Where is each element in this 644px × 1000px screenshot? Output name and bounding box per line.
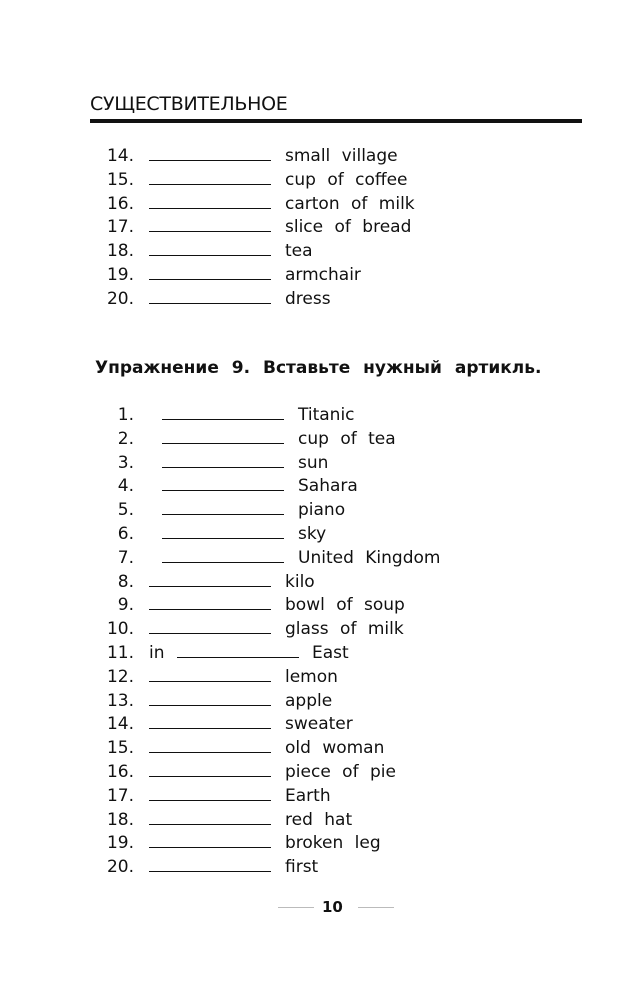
list-item: [0, 403, 644, 427]
answer-blank[interactable]: [149, 847, 271, 848]
answer-blank[interactable]: [149, 279, 271, 280]
item-number: 5.: [117, 500, 134, 521]
item-number: 19.: [106, 265, 134, 285]
list-item: [0, 427, 644, 451]
item-word: Earth: [285, 785, 331, 806]
answer-blank[interactable]: [149, 609, 271, 610]
answer-blank[interactable]: [149, 633, 271, 634]
item-number: 4.: [117, 476, 134, 497]
item-number: 10.: [106, 619, 134, 640]
answer-blank[interactable]: [149, 705, 271, 706]
footer-rule-right: [358, 907, 394, 908]
item-number: 17.: [106, 217, 134, 238]
item-word: Sahara: [298, 476, 358, 497]
item-number: 11.: [106, 643, 134, 663]
list-item: [0, 474, 644, 498]
item-number: 14.: [106, 714, 134, 735]
list-item: [0, 215, 644, 239]
item-word: sweater: [285, 714, 353, 735]
item-number: 7.: [117, 547, 134, 568]
list-item: [0, 522, 644, 546]
item-word: old woman: [285, 738, 385, 759]
answer-blank[interactable]: [149, 255, 271, 256]
item-number: 16.: [106, 193, 134, 214]
answer-blank[interactable]: [149, 752, 271, 753]
item-number: 18.: [106, 241, 134, 262]
answer-blank[interactable]: [149, 160, 271, 161]
list-item: [0, 784, 644, 808]
item-number: 17.: [106, 785, 134, 806]
answer-blank[interactable]: [162, 443, 284, 444]
section-header: СУЩЕСТВИТЕЛЬНОЕ: [90, 93, 288, 115]
item-word: cup of tea: [298, 428, 396, 449]
list-item: [0, 192, 644, 216]
answer-blank[interactable]: [149, 728, 271, 729]
list-item: [0, 546, 644, 570]
item-number: 2.: [117, 428, 134, 449]
item-word: Titanic: [298, 405, 355, 425]
item-number: 20.: [106, 288, 134, 309]
list-item: [0, 239, 644, 263]
list-item: [0, 736, 644, 760]
item-word: armchair: [285, 265, 361, 285]
item-word: kilo: [285, 571, 315, 592]
item-word: broken leg: [285, 833, 381, 854]
item-word: slice of bread: [285, 217, 412, 238]
list-item: [0, 593, 644, 617]
header-rule: [90, 119, 582, 123]
answer-blank[interactable]: [162, 419, 284, 420]
item-number: 20.: [106, 857, 134, 878]
item-word: tea: [285, 241, 313, 262]
item-number: 16.: [106, 762, 134, 782]
item-word: sky: [298, 524, 327, 544]
item-word: piece of pie: [285, 762, 396, 782]
answer-blank[interactable]: [149, 871, 271, 872]
item-word: East: [312, 643, 349, 663]
answer-blank[interactable]: [149, 208, 271, 209]
answer-blank[interactable]: [162, 490, 284, 491]
item-prefix: in: [149, 643, 165, 663]
footer-rule-left: [278, 907, 314, 908]
item-word: cup of coffee: [285, 169, 408, 190]
item-word: apple: [285, 690, 333, 711]
exercise-9-title: Упражнение 9. Вставьте нужный артикль.: [95, 358, 542, 378]
list-item: [0, 144, 644, 168]
answer-blank[interactable]: [162, 514, 284, 515]
answer-blank[interactable]: [149, 303, 271, 304]
item-number: 18.: [106, 809, 134, 830]
item-word: sun: [298, 452, 329, 473]
item-word: small village: [285, 146, 398, 166]
list-item: [0, 808, 644, 832]
answer-blank[interactable]: [149, 800, 271, 801]
item-number: 13.: [106, 690, 134, 711]
item-word: dress: [285, 288, 331, 309]
answer-blank[interactable]: [149, 184, 271, 185]
item-word: piano: [298, 500, 346, 521]
answer-blank[interactable]: [149, 681, 271, 682]
item-word: first: [285, 857, 319, 878]
list-item: [0, 263, 644, 287]
list-item: [0, 855, 644, 879]
list-item: [0, 665, 644, 689]
list-item: [0, 168, 644, 192]
item-number: 14.: [106, 146, 134, 166]
item-number: 8.: [117, 571, 134, 592]
list-item: [0, 498, 644, 522]
item-word: red hat: [285, 809, 353, 830]
list-item: [0, 641, 644, 665]
item-word: United Kingdom: [298, 547, 441, 568]
item-number: 6.: [117, 524, 134, 544]
answer-blank[interactable]: [162, 538, 284, 539]
answer-blank[interactable]: [149, 824, 271, 825]
item-number: 9.: [117, 595, 134, 616]
answer-blank[interactable]: [162, 562, 284, 563]
item-number: 15.: [106, 169, 134, 190]
list-item: [0, 287, 644, 311]
list-item: [0, 689, 644, 713]
item-word: lemon: [285, 666, 338, 687]
item-number: 19.: [106, 833, 134, 854]
list-item: [0, 831, 644, 855]
item-number: 15.: [106, 738, 134, 759]
item-number: 12.: [106, 666, 134, 687]
answer-blank[interactable]: [162, 467, 284, 468]
answer-blank[interactable]: [149, 231, 271, 232]
item-number: 1.: [117, 405, 134, 425]
item-word: carton of milk: [285, 193, 415, 214]
item-word: glass of milk: [285, 619, 404, 640]
answer-blank[interactable]: [177, 657, 299, 658]
answer-blank[interactable]: [149, 586, 271, 587]
list-item: [0, 617, 644, 641]
list-item: [0, 760, 644, 784]
answer-blank[interactable]: [149, 776, 271, 777]
page-number: 10: [322, 898, 343, 916]
list-item: [0, 570, 644, 594]
item-number: 3.: [117, 452, 134, 473]
list-item: [0, 712, 644, 736]
item-word: bowl of soup: [285, 595, 405, 616]
list-item: [0, 451, 644, 475]
